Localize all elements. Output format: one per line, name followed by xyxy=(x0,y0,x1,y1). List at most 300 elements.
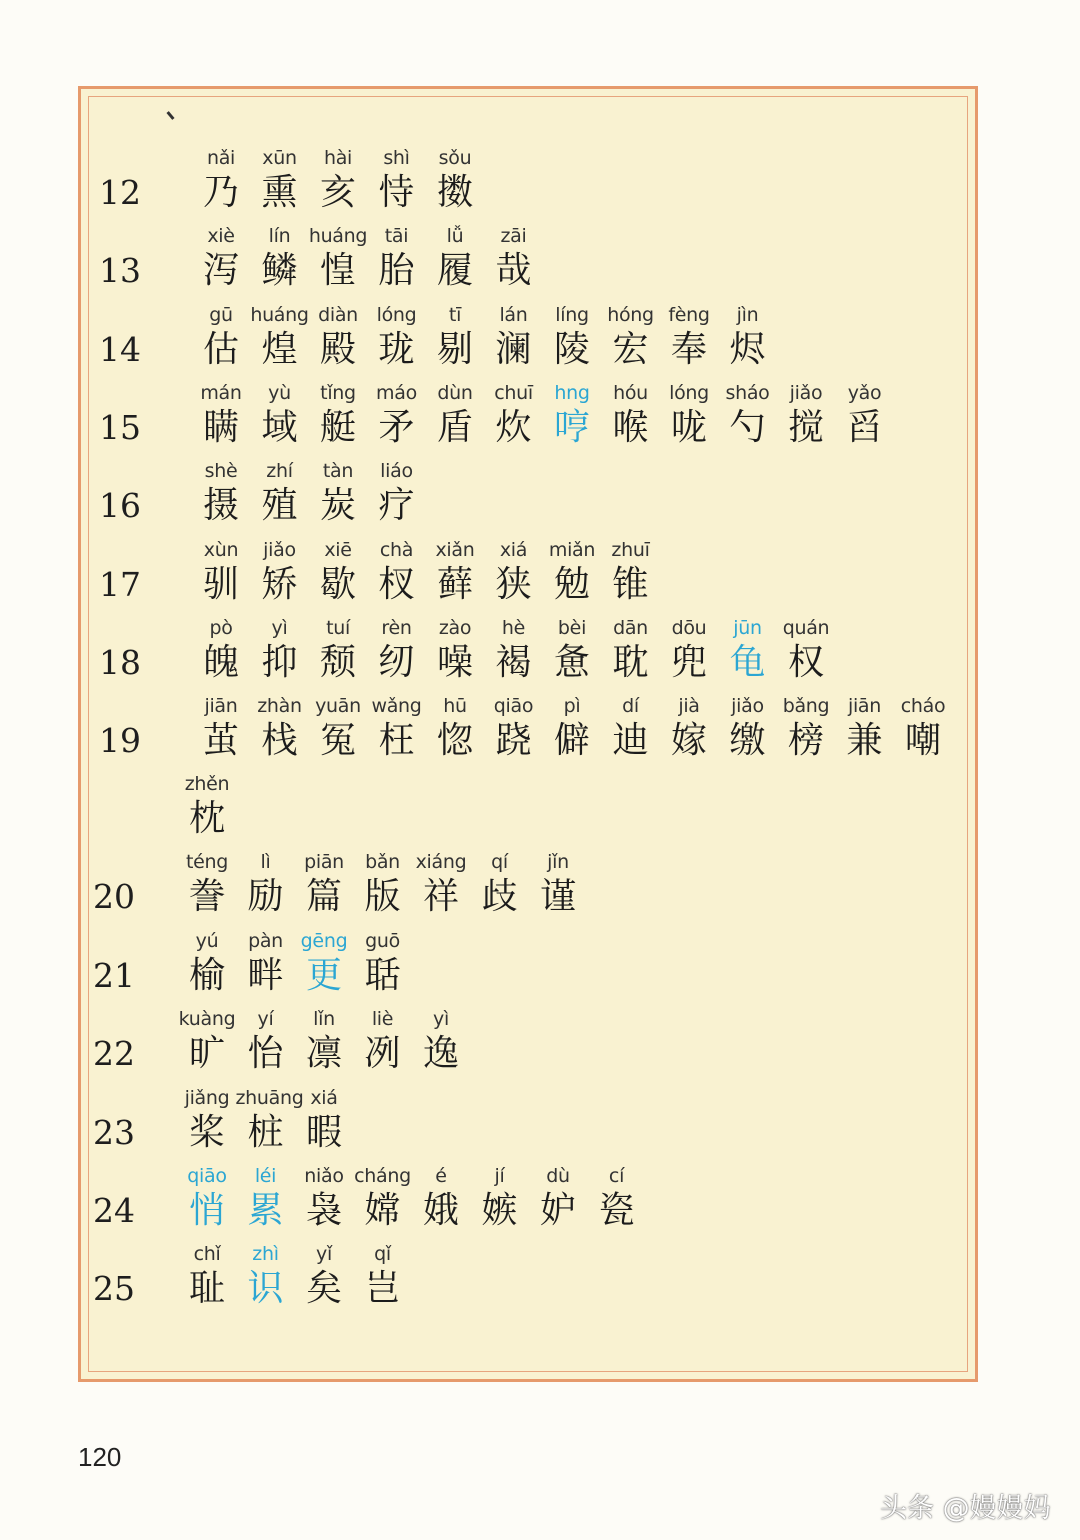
vocab-char-cell xyxy=(718,615,778,685)
vocab-char-cell xyxy=(659,693,719,763)
pinyin: jiān xyxy=(204,695,238,717)
pinyin: piān xyxy=(304,851,344,873)
vocab-char-cell xyxy=(411,849,471,919)
hanzi: 冽 xyxy=(364,1033,401,1074)
vocab-char-cell xyxy=(250,145,310,215)
pinyin: jiān xyxy=(847,695,882,717)
hanzi: 嫦 xyxy=(364,1190,401,1231)
hanzi: 驯 xyxy=(202,564,239,605)
vocab-char-cell xyxy=(177,849,237,919)
row-number: 18 xyxy=(99,643,141,682)
pinyin: lǚ xyxy=(446,225,464,247)
vocab-char-cell xyxy=(294,1163,354,1233)
vocab-char-cell xyxy=(659,615,719,685)
vocab-char-cell xyxy=(542,537,602,607)
vocab-char-cell xyxy=(191,693,251,763)
hanzi: 妒 xyxy=(539,1190,576,1231)
vocab-char-cell xyxy=(308,458,368,528)
vocab-char-cell xyxy=(835,693,895,763)
pinyin: dù xyxy=(546,1165,570,1187)
hanzi: 惫 xyxy=(553,642,590,683)
hanzi: 跷 xyxy=(495,720,532,761)
row-number: 24 xyxy=(93,1191,135,1230)
vocab-char-cell xyxy=(294,1006,354,1076)
pinyin: yí xyxy=(257,1008,274,1030)
hanzi: 炭 xyxy=(319,485,356,526)
hanzi: 熏 xyxy=(261,172,298,213)
hanzi: 藓 xyxy=(436,564,473,605)
vocabulary-frame xyxy=(78,86,978,1382)
hanzi: 盾 xyxy=(436,407,473,448)
pinyin: jūn xyxy=(733,617,762,639)
vocab-char-cell xyxy=(353,928,413,998)
vocab-char-cell xyxy=(484,537,544,607)
vocab-char-cell xyxy=(484,615,544,685)
pinyin: qǐ xyxy=(374,1243,391,1265)
vocab-char-cell xyxy=(308,615,368,685)
vocab-char-cell xyxy=(425,380,485,450)
row-number: 22 xyxy=(93,1034,135,1073)
pinyin: zhěn xyxy=(184,773,230,795)
vocab-char-cell xyxy=(484,693,544,763)
pinyin: cháng xyxy=(354,1165,411,1187)
hanzi: 宏 xyxy=(612,329,649,370)
vocab-char-cell xyxy=(250,693,310,763)
pinyin: zào xyxy=(438,617,472,639)
vocab-char-cell xyxy=(353,849,413,919)
hanzi: 凛 xyxy=(305,1033,342,1074)
vocab-char-cell xyxy=(776,380,836,450)
hanzi: 耽 xyxy=(612,642,649,683)
vocab-char-cell xyxy=(236,928,296,998)
vocab-char-cell xyxy=(236,849,296,919)
pinyin: quán xyxy=(782,617,830,639)
pinyin: niǎo xyxy=(304,1165,344,1187)
vocab-char-cell xyxy=(308,302,368,372)
vocab-char-cell xyxy=(191,145,251,215)
pinyin: gēng xyxy=(300,930,348,952)
pinyin: tuí xyxy=(326,617,350,639)
hanzi: 亥 xyxy=(319,172,356,213)
vocab-char-cell xyxy=(236,1241,296,1311)
vocab-char-cell xyxy=(177,1006,237,1076)
vocab-char-cell xyxy=(294,849,354,919)
vocab-char-cell xyxy=(236,1006,296,1076)
hanzi: 歇 xyxy=(319,564,356,605)
hanzi: 履 xyxy=(436,250,473,291)
pinyin: zhàn xyxy=(257,695,302,717)
row-number: 15 xyxy=(99,408,141,447)
row-number: 21 xyxy=(93,956,135,995)
hanzi: 歧 xyxy=(481,876,518,917)
vocab-char-cell xyxy=(659,380,719,450)
hanzi: 摄 xyxy=(202,485,239,526)
hanzi: 煌 xyxy=(261,329,298,370)
pinyin: huáng xyxy=(250,304,309,326)
vocab-char-cell xyxy=(367,223,427,293)
vocab-char-cell xyxy=(177,928,237,998)
pinyin: lín xyxy=(268,225,291,247)
hanzi: 炊 xyxy=(495,407,532,448)
vocab-char-cell xyxy=(601,302,661,372)
vocabulary-rows xyxy=(81,89,975,1379)
hanzi: 岂 xyxy=(364,1268,401,1309)
pinyin: jǐn xyxy=(547,851,569,873)
vocab-char-cell xyxy=(177,1163,237,1233)
hanzi: 茧 xyxy=(202,720,239,761)
hanzi: 更 xyxy=(305,955,342,996)
hanzi: 畔 xyxy=(247,955,284,996)
pinyin: tī xyxy=(448,304,462,326)
pinyin: tǐng xyxy=(320,382,356,404)
pinyin: xiá xyxy=(499,539,528,561)
vocab-char-cell xyxy=(425,145,485,215)
pinyin: é xyxy=(435,1165,447,1187)
hanzi: 识 xyxy=(247,1268,284,1309)
pinyin: miǎn xyxy=(548,539,596,561)
vocab-char-cell xyxy=(718,302,778,372)
vocab-char-cell xyxy=(425,693,485,763)
pinyin: xùn xyxy=(203,539,239,561)
pinyin: jià xyxy=(678,695,700,717)
pinyin: líng xyxy=(555,304,589,326)
vocab-char-cell xyxy=(308,693,368,763)
hanzi: 兜 xyxy=(670,642,707,683)
hanzi: 篇 xyxy=(305,876,342,917)
row-number: 12 xyxy=(99,173,141,212)
hanzi: 颓 xyxy=(319,642,356,683)
hanzi: 龟 xyxy=(729,642,766,683)
hanzi: 逸 xyxy=(422,1033,459,1074)
pinyin: yǎo xyxy=(847,382,882,404)
vocab-char-cell xyxy=(601,693,661,763)
pinyin: dí xyxy=(622,695,639,717)
hanzi: 励 xyxy=(247,876,284,917)
vocab-char-cell xyxy=(367,145,427,215)
pinyin: lóng xyxy=(376,304,417,326)
vocab-char-cell xyxy=(601,537,661,607)
pinyin: zhuī xyxy=(611,539,650,561)
hanzi: 兼 xyxy=(846,720,883,761)
pinyin: dān xyxy=(613,617,648,639)
hanzi: 誊 xyxy=(188,876,225,917)
hanzi: 矣 xyxy=(305,1268,342,1309)
vocab-char-cell xyxy=(308,537,368,607)
vocab-char-cell xyxy=(484,380,544,450)
vocab-char-cell xyxy=(191,302,251,372)
hanzi: 袅 xyxy=(305,1190,342,1231)
pinyin: zhuāng xyxy=(235,1087,304,1109)
pinyin: cháo xyxy=(900,695,946,717)
hanzi: 悄 xyxy=(188,1190,225,1231)
vocab-char-cell xyxy=(353,1241,413,1311)
vocab-char-cell xyxy=(718,693,778,763)
vocab-char-cell xyxy=(250,615,310,685)
hanzi: 桨 xyxy=(188,1112,225,1153)
hanzi: 僻 xyxy=(553,720,590,761)
hanzi: 嫁 xyxy=(670,720,707,761)
hanzi: 艇 xyxy=(319,407,356,448)
pinyin: dùn xyxy=(437,382,473,404)
pinyin: xiē xyxy=(324,539,352,561)
vocab-char-cell xyxy=(294,928,354,998)
vocab-char-cell xyxy=(528,849,588,919)
hanzi: 枉 xyxy=(378,720,415,761)
hanzi: 哉 xyxy=(495,250,532,291)
pinyin: diàn xyxy=(318,304,358,326)
pinyin: fèng xyxy=(668,304,710,326)
vocab-char-cell xyxy=(191,458,251,528)
pinyin: hū xyxy=(443,695,467,717)
pinyin: qiāo xyxy=(187,1165,227,1187)
pinyin: yú xyxy=(195,930,219,952)
hanzi: 榆 xyxy=(188,955,225,996)
vocab-char-cell xyxy=(177,771,237,841)
pinyin: chà xyxy=(379,539,414,561)
hanzi: 狭 xyxy=(495,564,532,605)
vocab-char-cell xyxy=(470,1163,530,1233)
vocab-char-cell xyxy=(236,1163,296,1233)
hanzi: 殿 xyxy=(319,329,356,370)
pinyin: rèn xyxy=(381,617,412,639)
hanzi: 估 xyxy=(202,329,239,370)
hanzi: 暇 xyxy=(305,1112,342,1153)
vocab-char-cell xyxy=(250,302,310,372)
vocab-char-cell xyxy=(542,693,602,763)
vocab-char-cell xyxy=(542,302,602,372)
vocab-char-cell xyxy=(528,1163,588,1233)
hanzi: 枕 xyxy=(188,798,225,839)
vocab-char-cell xyxy=(367,380,427,450)
pinyin: liè xyxy=(371,1008,394,1030)
pinyin: hè xyxy=(501,617,526,639)
pinyin: jiǎng xyxy=(184,1087,230,1109)
pinyin: dōu xyxy=(671,617,707,639)
hanzi: 惶 xyxy=(319,250,356,291)
hanzi: 怡 xyxy=(247,1033,284,1074)
vocab-char-cell xyxy=(191,615,251,685)
hanzi: 权 xyxy=(787,642,824,683)
vocab-char-cell xyxy=(367,537,427,607)
hanzi: 旷 xyxy=(188,1033,225,1074)
hanzi: 谨 xyxy=(539,876,576,917)
vocab-char-cell xyxy=(587,1163,647,1233)
pinyin: lì xyxy=(260,851,271,873)
pinyin: chǐ xyxy=(193,1243,221,1265)
pinyin: xiè xyxy=(207,225,235,247)
pinyin: qiāo xyxy=(493,695,534,717)
hanzi: 桩 xyxy=(247,1112,284,1153)
vocab-char-cell xyxy=(470,849,530,919)
pinyin: zhí xyxy=(266,460,293,482)
pinyin: wǎng xyxy=(371,695,422,717)
pinyin: sǒu xyxy=(438,147,472,169)
pinyin: kuàng xyxy=(178,1008,236,1030)
hanzi: 勺 xyxy=(729,407,766,448)
hanzi: 疗 xyxy=(378,485,415,526)
pinyin: guō xyxy=(365,930,400,952)
hanzi: 冤 xyxy=(319,720,356,761)
vocab-char-cell xyxy=(542,615,602,685)
vocab-char-cell xyxy=(191,537,251,607)
hanzi: 瓷 xyxy=(598,1190,635,1231)
row-number: 19 xyxy=(99,721,141,760)
row-number: 23 xyxy=(93,1113,135,1152)
pinyin: tàn xyxy=(322,460,354,482)
vocab-char-cell xyxy=(177,1241,237,1311)
pinyin: cí xyxy=(608,1165,625,1187)
hanzi: 娥 xyxy=(422,1190,459,1231)
vocab-char-cell xyxy=(294,1241,354,1311)
hanzi: 乃 xyxy=(202,172,239,213)
hanzi: 奉 xyxy=(670,329,707,370)
row-number: 20 xyxy=(93,877,135,916)
hanzi: 珑 xyxy=(378,329,415,370)
row-number: 17 xyxy=(99,565,141,604)
vocab-char-cell xyxy=(177,1085,237,1155)
pinyin: pàn xyxy=(248,930,283,952)
hanzi: 榜 xyxy=(787,720,824,761)
hanzi: 搅 xyxy=(787,407,824,448)
pinyin: zhì xyxy=(252,1243,279,1265)
vocab-char-cell xyxy=(484,223,544,293)
vocab-char-cell xyxy=(191,380,251,450)
vocab-char-cell xyxy=(250,458,310,528)
pinyin: mán xyxy=(200,382,242,404)
hanzi: 嘲 xyxy=(904,720,941,761)
vocab-char-cell xyxy=(425,302,485,372)
pinyin: jiǎo xyxy=(789,382,823,404)
hanzi: 恃 xyxy=(378,172,415,213)
vocab-char-cell xyxy=(659,302,719,372)
pinyin: bǎn xyxy=(365,851,400,873)
pinyin: xūn xyxy=(262,147,297,169)
hanzi: 惚 xyxy=(436,720,473,761)
vocab-char-cell xyxy=(250,380,310,450)
vocab-char-cell xyxy=(425,537,485,607)
hanzi: 舀 xyxy=(846,407,883,448)
pinyin: zāi xyxy=(500,225,527,247)
hanzi: 累 xyxy=(247,1190,284,1231)
hanzi: 咙 xyxy=(670,407,707,448)
pinyin: jí xyxy=(494,1165,505,1187)
vocab-char-cell xyxy=(776,693,836,763)
pinyin: yì xyxy=(433,1008,449,1030)
vocab-char-cell xyxy=(294,1085,354,1155)
pinyin: gū xyxy=(209,304,233,326)
pinyin: pò xyxy=(209,617,233,639)
vocab-char-cell xyxy=(250,537,310,607)
watermark: 头条 @嫚嫚妈 xyxy=(880,1493,1051,1524)
pinyin: hóng xyxy=(607,304,654,326)
vocab-char-cell xyxy=(191,223,251,293)
vocab-char-cell xyxy=(235,1085,304,1155)
pinyin: léi xyxy=(254,1165,277,1187)
hanzi: 烬 xyxy=(729,329,766,370)
hanzi: 陵 xyxy=(553,329,590,370)
pinyin: xiá xyxy=(310,1087,338,1109)
pinyin: chuī xyxy=(494,382,533,404)
pinyin: pì xyxy=(563,695,581,717)
row-number: 16 xyxy=(99,486,141,525)
hanzi: 锥 xyxy=(612,564,649,605)
pinyin: yù xyxy=(268,382,291,404)
hanzi: 噪 xyxy=(436,642,473,683)
hanzi: 迪 xyxy=(612,720,649,761)
pinyin: bǎng xyxy=(782,695,830,717)
vocab-char-cell xyxy=(353,1163,413,1233)
pinyin: xiǎn xyxy=(435,539,475,561)
hanzi: 矛 xyxy=(378,407,415,448)
vocab-char-cell xyxy=(776,615,836,685)
vocab-char-cell xyxy=(367,302,427,372)
pinyin: yǐ xyxy=(316,1243,332,1265)
hanzi: 缴 xyxy=(729,720,766,761)
vocab-char-cell xyxy=(893,693,953,763)
hanzi: 域 xyxy=(261,407,298,448)
pinyin: yuān xyxy=(315,695,361,717)
pinyin: yì xyxy=(271,617,288,639)
pinyin: shì xyxy=(383,147,410,169)
vocab-char-cell xyxy=(353,1006,413,1076)
vocab-char-cell xyxy=(367,615,427,685)
pinyin: liáo xyxy=(380,460,413,482)
row-number: 14 xyxy=(99,330,141,369)
hanzi: 褐 xyxy=(495,642,532,683)
row-number: 25 xyxy=(93,1269,135,1308)
hanzi: 嫉 xyxy=(481,1190,518,1231)
hanzi: 抑 xyxy=(261,642,298,683)
vocab-char-cell xyxy=(425,223,485,293)
vocab-char-cell xyxy=(425,615,485,685)
vocab-char-cell xyxy=(601,380,661,450)
hanzi: 喉 xyxy=(612,407,649,448)
vocab-char-cell xyxy=(411,1006,471,1076)
vocab-char-cell xyxy=(367,458,427,528)
hanzi: 版 xyxy=(364,876,401,917)
pinyin: jiǎo xyxy=(263,539,296,561)
pinyin: hóu xyxy=(613,382,648,404)
pinyin: téng xyxy=(185,851,229,873)
pinyin: sháo xyxy=(725,382,770,404)
vocab-char-cell xyxy=(411,1163,471,1233)
pinyin: bèi xyxy=(557,617,587,639)
hanzi: 澜 xyxy=(495,329,532,370)
hanzi: 泻 xyxy=(202,250,239,291)
hanzi: 哼 xyxy=(553,407,590,448)
vocab-char-cell xyxy=(484,302,544,372)
pinyin: qí xyxy=(491,851,508,873)
pinyin: shè xyxy=(204,460,238,482)
pinyin: tāi xyxy=(384,225,409,247)
hanzi: 杈 xyxy=(378,564,415,605)
pinyin: lán xyxy=(499,304,528,326)
hanzi: 栈 xyxy=(261,720,298,761)
pinyin: jìn xyxy=(736,304,759,326)
hanzi: 胎 xyxy=(378,250,415,291)
row-number: 13 xyxy=(99,251,141,290)
pinyin: hài xyxy=(323,147,353,169)
vocab-char-cell xyxy=(367,693,427,763)
hanzi: 矫 xyxy=(261,564,298,605)
vocab-char-cell xyxy=(718,380,778,450)
pinyin: jiǎo xyxy=(731,695,764,717)
vocab-char-cell xyxy=(308,145,368,215)
pinyin: xiáng xyxy=(415,851,467,873)
hanzi: 擞 xyxy=(436,172,473,213)
pinyin: lǐn xyxy=(313,1008,335,1030)
hanzi: 殖 xyxy=(261,485,298,526)
